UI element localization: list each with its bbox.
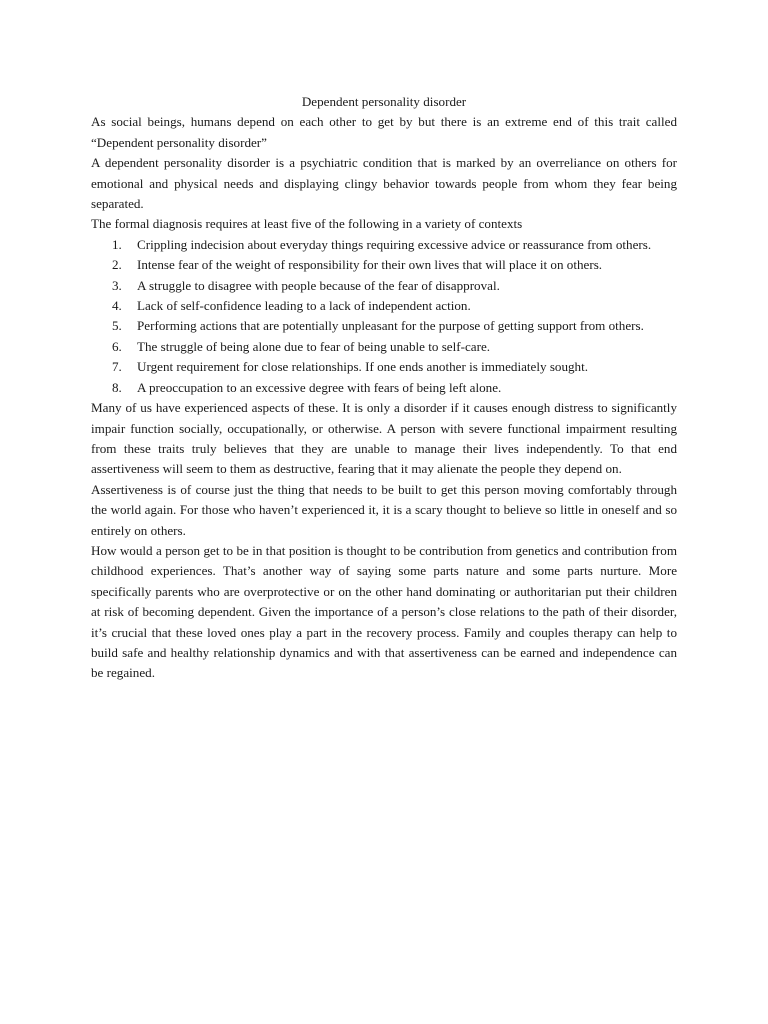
criteria-item xyxy=(91,357,677,377)
criteria-text: The struggle of being alone due to fear of being unable to self-care. xyxy=(137,338,491,354)
criteria-number: 3. xyxy=(112,277,122,293)
definition-paragraph: A dependent personality disorder is a psychiatric condition that is marked by an overreliance on others for emotional and physical needs and displaying clingy behavior towards people from whom they fear being separated. xyxy=(91,155,677,212)
criteria-list xyxy=(91,235,677,398)
criteria-text: Performing actions that are potentially unpleasant for the purpose of getting support from others. xyxy=(137,318,644,334)
criteria-number: 8. xyxy=(112,379,122,395)
intro-paragraph: As social beings, humans depend on each other to get by but there is an extreme end of this trait called “Dependent personality disorder” xyxy=(91,114,677,150)
criteria-item xyxy=(91,235,677,255)
criteria-number: 5. xyxy=(112,318,122,334)
criteria-item xyxy=(91,296,677,316)
criteria-number: 4. xyxy=(112,298,122,314)
criteria-text: A struggle to disagree with people because of the fear of disapproval. xyxy=(137,277,500,293)
criteria-number: 6. xyxy=(112,338,122,354)
experience-paragraph: Many of us have experienced aspects of these. It is only a disorder if it causes enough distress to significantly impair function socially, occupationally, or otherwise. A person with severe functional impairment resulting from these traits truly believes that they are unable to manage their lives independently. To that end assertiveness will seem to them as destructive, fearing that it may alienate the people they depend on. xyxy=(91,400,677,477)
criteria-item xyxy=(91,337,677,357)
criteria-item xyxy=(91,316,677,336)
criteria-item xyxy=(91,255,677,275)
criteria-item xyxy=(91,276,677,296)
assertiveness-paragraph: Assertiveness is of course just the thing that needs to be built to get this person moving comfortably through the world again. For those who haven’t experienced it, it is a scary thought to believe so little in oneself and so entirely on others. xyxy=(91,481,677,538)
causes-paragraph: How would a person get to be in that position is thought to be contribution from genetics and contribution from childhood experiences. That’s another way of saying some parts nature and some parts nurture. More specifically parents who are overprotective or on the other hand dominating or authoritarian put their children at risk of becoming dependent. Given the importance of a person’s close relations to the path of their disorder, it’s crucial that these loved ones play a part in the recovery process. Family and couples therapy can help to build safe and healthy relationship dynamics and with that assertiveness can be earned and independence can be regained. xyxy=(91,542,677,681)
criteria-text: Urgent requirement for close relationships. If one ends another is immediately sought. xyxy=(137,359,589,375)
criteria-number: 2. xyxy=(112,257,122,273)
criteria-intro: The formal diagnosis requires at least five of the following in a variety of contexts xyxy=(91,216,523,232)
document-title: Dependent personality disorder xyxy=(301,94,467,109)
criteria-item xyxy=(91,378,677,398)
criteria-text: Lack of self-confidence leading to a lack of independent action. xyxy=(137,298,471,314)
criteria-number: 1. xyxy=(112,236,122,252)
document-body xyxy=(91,92,677,684)
criteria-text: A preoccupation to an excessive degree with fears of being left alone. xyxy=(137,379,502,395)
criteria-text: Intense fear of the weight of responsibility for their own lives that will place it on others. xyxy=(137,257,603,273)
criteria-text: Crippling indecision about everyday things requiring excessive advice or reassurance from others. xyxy=(137,236,652,252)
criteria-number: 7. xyxy=(112,359,122,375)
